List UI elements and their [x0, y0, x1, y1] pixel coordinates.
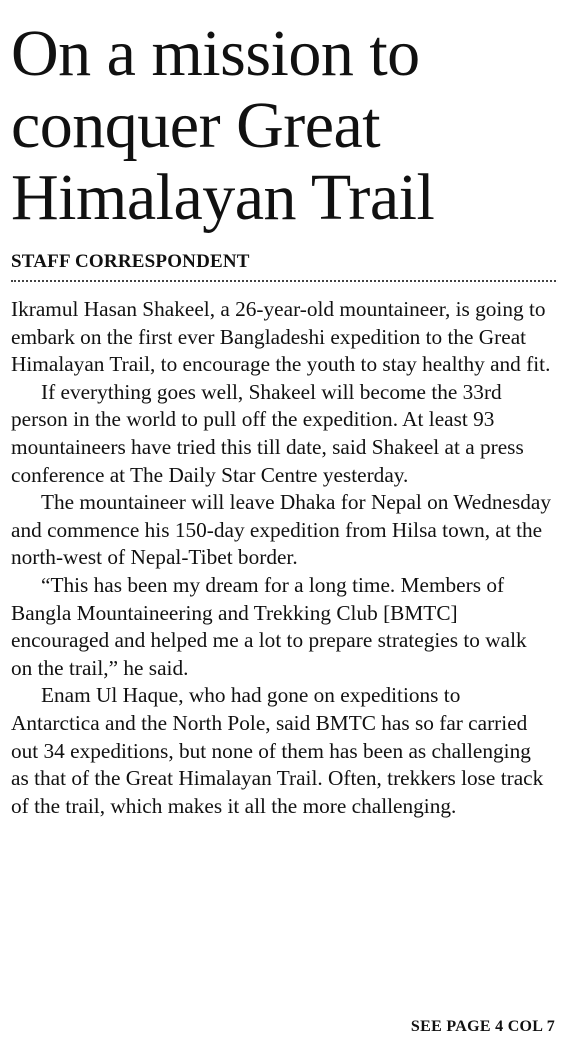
- paragraph-5: Enam Ul Haque, who had gone on expeditions to Antarctica and the North Pole, said BMTC has so far carried out 34 expeditions, but none of them has been as challenging as that of the Great Himalayan Trail. Often, trekkers lose track of the trail, which makes it all the more challenging.: [11, 683, 544, 818]
- paragraph-2: If everything goes well, Shakeel will become the 33rd person in the world to pull off the expedition. At least 93 mountaineers have tried this till date, said Shakeel at a press conference at The Daily Star Centre yesterday.: [11, 379, 524, 487]
- headline-line-2: conquer Great: [11, 89, 381, 162]
- paragraph-3: The mountaineer will leave Dhaka for Nepal on Wednesday and commence his 150-day expedition from Hilsa town, at the north-west of Nepal-Tibet border.: [11, 490, 552, 570]
- paragraph-1: Ikramul Hasan Shakeel, a 26-year-old mountaineer, is going to embark on the first ever Bangladeshi expedition to the Great Himalayan Trail, to encourage the youth to stay healthy and fit.: [11, 297, 551, 377]
- paragraph-4: “This has been my dream for a long time. Members of Bangla Mountaineering and Trekking Club [BMTC] encouraged and helped me a lot to prepare strategies to walk on the trail,” he said.: [11, 572, 527, 680]
- headline: [11, 18, 553, 234]
- continuation-jump-line: SEE PAGE 4 COL 7: [410, 1018, 555, 1035]
- article-body: [11, 296, 553, 820]
- headline-line-1: On a mission to: [11, 17, 420, 90]
- headline-line-3: Himalayan Trail: [11, 161, 435, 234]
- byline: STAFF CORRESPONDENT: [11, 251, 250, 272]
- dotted-divider: [11, 280, 556, 282]
